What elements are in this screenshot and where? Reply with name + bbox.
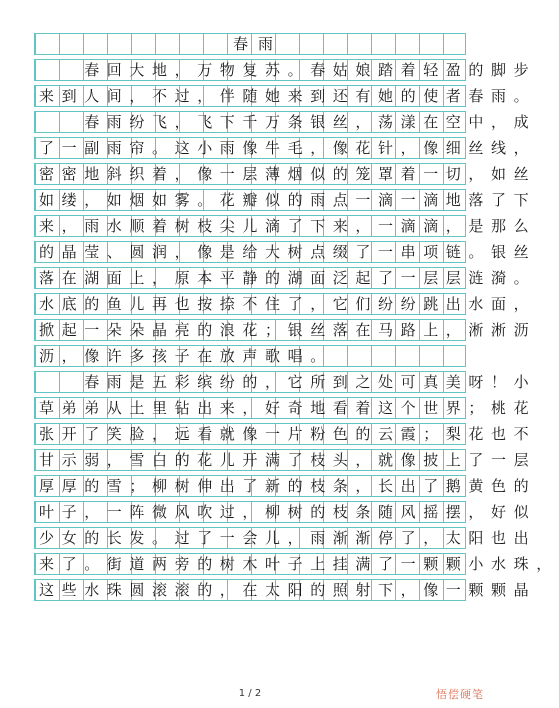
text-line: 来，雨水顺着树枝尖儿滴了下来，一滴滴，是那么: [39, 217, 537, 235]
text-row: [34, 59, 537, 81]
brand-mark: 悟偿硬笔: [436, 688, 484, 701]
text-row: [34, 345, 466, 367]
text-line: 来了。街道两旁的树木叶子上挂满了一颗颗小水珠，: [39, 555, 559, 573]
text-line: 甘示弱，雪白的花儿开满了枝头，就像披上了一层: [39, 451, 537, 469]
text-row: [34, 111, 537, 133]
text-row: [34, 397, 537, 419]
text-row: [34, 267, 537, 289]
text-line: 张开了笑脸，远看就像一片粉色的云霞；梨花也不: [39, 425, 537, 443]
text-line: 春雨纷飞，飞下千万条银丝，荡漾在空中，成: [39, 113, 537, 131]
text-line: 厚厚的雪；柳树伸出了新的枝条，长出了鹅黄色的: [39, 477, 537, 495]
text-line: 叶子，一阵微风吹过，柳树的枝条随风摇摆，好似: [39, 503, 537, 521]
text-row: [34, 553, 559, 575]
text-row: [34, 215, 537, 237]
text-line: 落在湖面上，原本平静的湖面泛起了一层层涟漪。: [39, 269, 537, 287]
text-row: [34, 527, 537, 549]
text-row: [34, 241, 537, 263]
page-number: 1 / 2: [238, 688, 262, 699]
text-row: [34, 371, 537, 393]
text-line: 的晶莹、圆润，像是给大树点缀了一串项链。银丝: [39, 243, 537, 261]
document-title: 春雨: [232, 35, 283, 53]
title-row: [34, 33, 466, 55]
text-row: [34, 319, 537, 341]
text-line: 草弟弟从土里钻出来，好奇地看着这个世界；桃花: [39, 399, 537, 417]
text-line: 密密地斜织着，像一层薄烟似的笼罩着一切，如丝: [39, 165, 537, 183]
text-line: 水底的鱼儿再也按捺不住了，它们纷纷跳出水面，: [39, 295, 537, 313]
writing-grid-sheet: [34, 33, 559, 605]
text-row: [34, 163, 537, 185]
text-row: [34, 85, 537, 107]
text-line: 掀起一朵朵晶亮的浪花；银丝落在马路上，淅淅沥: [39, 321, 537, 339]
text-line: 少女的长发。过了一会儿，雨渐渐停了，太阳也出: [39, 529, 537, 547]
text-row: [34, 449, 537, 471]
text-line: 春雨是五彩缤纷的，它所到之处可真美呀！小: [39, 373, 537, 391]
text-row: [34, 579, 537, 601]
text-row: [34, 293, 537, 315]
text-row: [34, 189, 537, 211]
text-line: 了一副雨帘。这小雨像牛毛，像花针，像细丝线，: [39, 139, 537, 157]
text-line: 如缕，如烟如雾。花瓣似的雨点一滴一滴地落了下: [39, 191, 537, 209]
text-row: [34, 501, 537, 523]
text-line: 沥，像许多孩子在放声歌唱。: [39, 347, 333, 365]
text-row: [34, 137, 537, 159]
text-line: 来到人间，不过，伴随她来到还有她的使者春雨。: [39, 87, 537, 105]
text-line: 春回大地，万物复苏。春姑娘踏着轻盈的脚步: [39, 61, 537, 79]
text-row: [34, 423, 537, 445]
text-line: 这些水珠圆滚滚的，在太阳的照射下，像一颗颗晶: [39, 581, 537, 599]
text-row: [34, 475, 537, 497]
